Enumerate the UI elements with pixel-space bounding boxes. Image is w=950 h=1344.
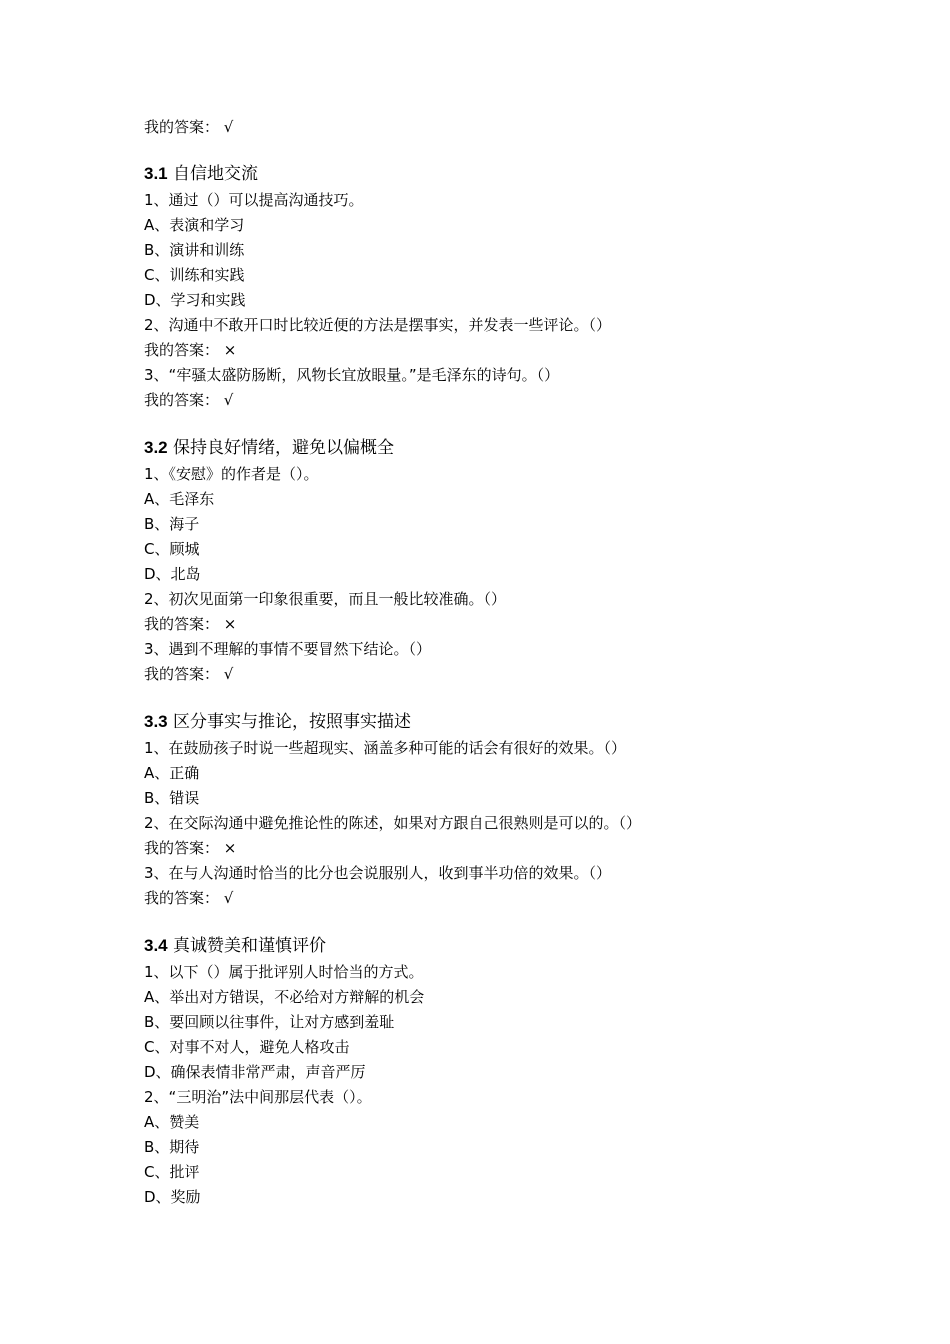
section-number: 3.1: [144, 164, 168, 183]
option-line: C、顾城: [144, 540, 200, 558]
question-line: 2、在交际沟通中避免推论性的陈述，如果对方跟自己很熟则是可以的。（）: [144, 814, 642, 832]
question-line: 3、在与人沟通时恰当的比分也会说服别人，收到事半功倍的效果。（）: [144, 864, 612, 882]
option-line: B、演讲和训练: [144, 241, 245, 259]
option-line: A、举出对方错误，不必给对方辩解的机会: [144, 988, 425, 1006]
section-3-2: [144, 434, 844, 687]
option-line: B、错误: [144, 789, 200, 807]
answer-line: 我的答案： √: [144, 391, 234, 409]
question-line: 3、遇到不理解的事情不要冒然下结论。（）: [144, 640, 432, 658]
question-line: 3、“牢骚太盛防肠断，风物长宜放眼量。”是毛泽东的诗句。（）: [144, 366, 560, 384]
option-line: A、毛泽东: [144, 490, 215, 508]
question-line: 1、在鼓励孩子时说一些超现实、涵盖多种可能的话会有很好的效果。（）: [144, 739, 627, 757]
section-title: 保持良好情绪，避免以偏概全: [173, 438, 395, 458]
section-heading: [144, 932, 844, 960]
section-heading: [144, 708, 844, 736]
question-line: 2、沟通中不敢开口时比较近便的方法是摆事实，并发表一些评论。（）: [144, 316, 612, 334]
section-number: 3.2: [144, 438, 168, 457]
section-3-4: [144, 932, 844, 1210]
section-title: 自信地交流: [173, 164, 259, 184]
option-line: D、北岛: [144, 565, 201, 583]
answer-line: 我的答案： √: [144, 889, 234, 907]
section-title: 区分事实与推论，按照事实描述: [173, 712, 412, 732]
option-line: D、奖励: [144, 1188, 201, 1206]
answer-line: 我的答案： √: [144, 665, 234, 683]
option-line: C、批评: [144, 1163, 200, 1181]
option-line: B、期待: [144, 1138, 200, 1156]
document-page: [144, 115, 844, 1210]
section-number: 3.3: [144, 712, 168, 731]
section-3-3: [144, 708, 844, 911]
option-line: A、表演和学习: [144, 216, 245, 234]
section-number: 3.4: [144, 936, 168, 955]
option-line: D、学习和实践: [144, 291, 246, 309]
section-heading: [144, 434, 844, 462]
option-line: B、海子: [144, 515, 200, 533]
option-line: A、赞美: [144, 1113, 200, 1131]
answer-line: 我的答案： ×: [144, 839, 237, 857]
option-line: B、要回顾以往事件，让对方感到羞耻: [144, 1013, 395, 1031]
section-heading: [144, 160, 844, 188]
answer-line: 我的答案： ×: [144, 341, 237, 359]
option-line: A、正确: [144, 764, 200, 782]
answer-line: 我的答案： √: [144, 118, 234, 136]
question-line: 1、以下（）属于批评别人时恰当的方式。: [144, 963, 424, 981]
option-line: D、确保表情非常严肃，声音严厉: [144, 1063, 366, 1081]
option-line: C、训练和实践: [144, 266, 245, 284]
question-line: 1、《安慰》的作者是（）。: [144, 465, 319, 483]
section-title: 真诚赞美和谨慎评价: [173, 936, 327, 956]
question-line: 1、通过（）可以提高沟通技巧。: [144, 191, 364, 209]
section-3-1: [144, 160, 844, 413]
answer-line: 我的答案： ×: [144, 615, 237, 633]
question-line: 2、“三明治”法中间那层代表（）。: [144, 1088, 372, 1106]
option-line: C、对事不对人，避免人格攻击: [144, 1038, 350, 1056]
question-line: 2、初次见面第一印象很重要，而且一般比较准确。（）: [144, 590, 507, 608]
